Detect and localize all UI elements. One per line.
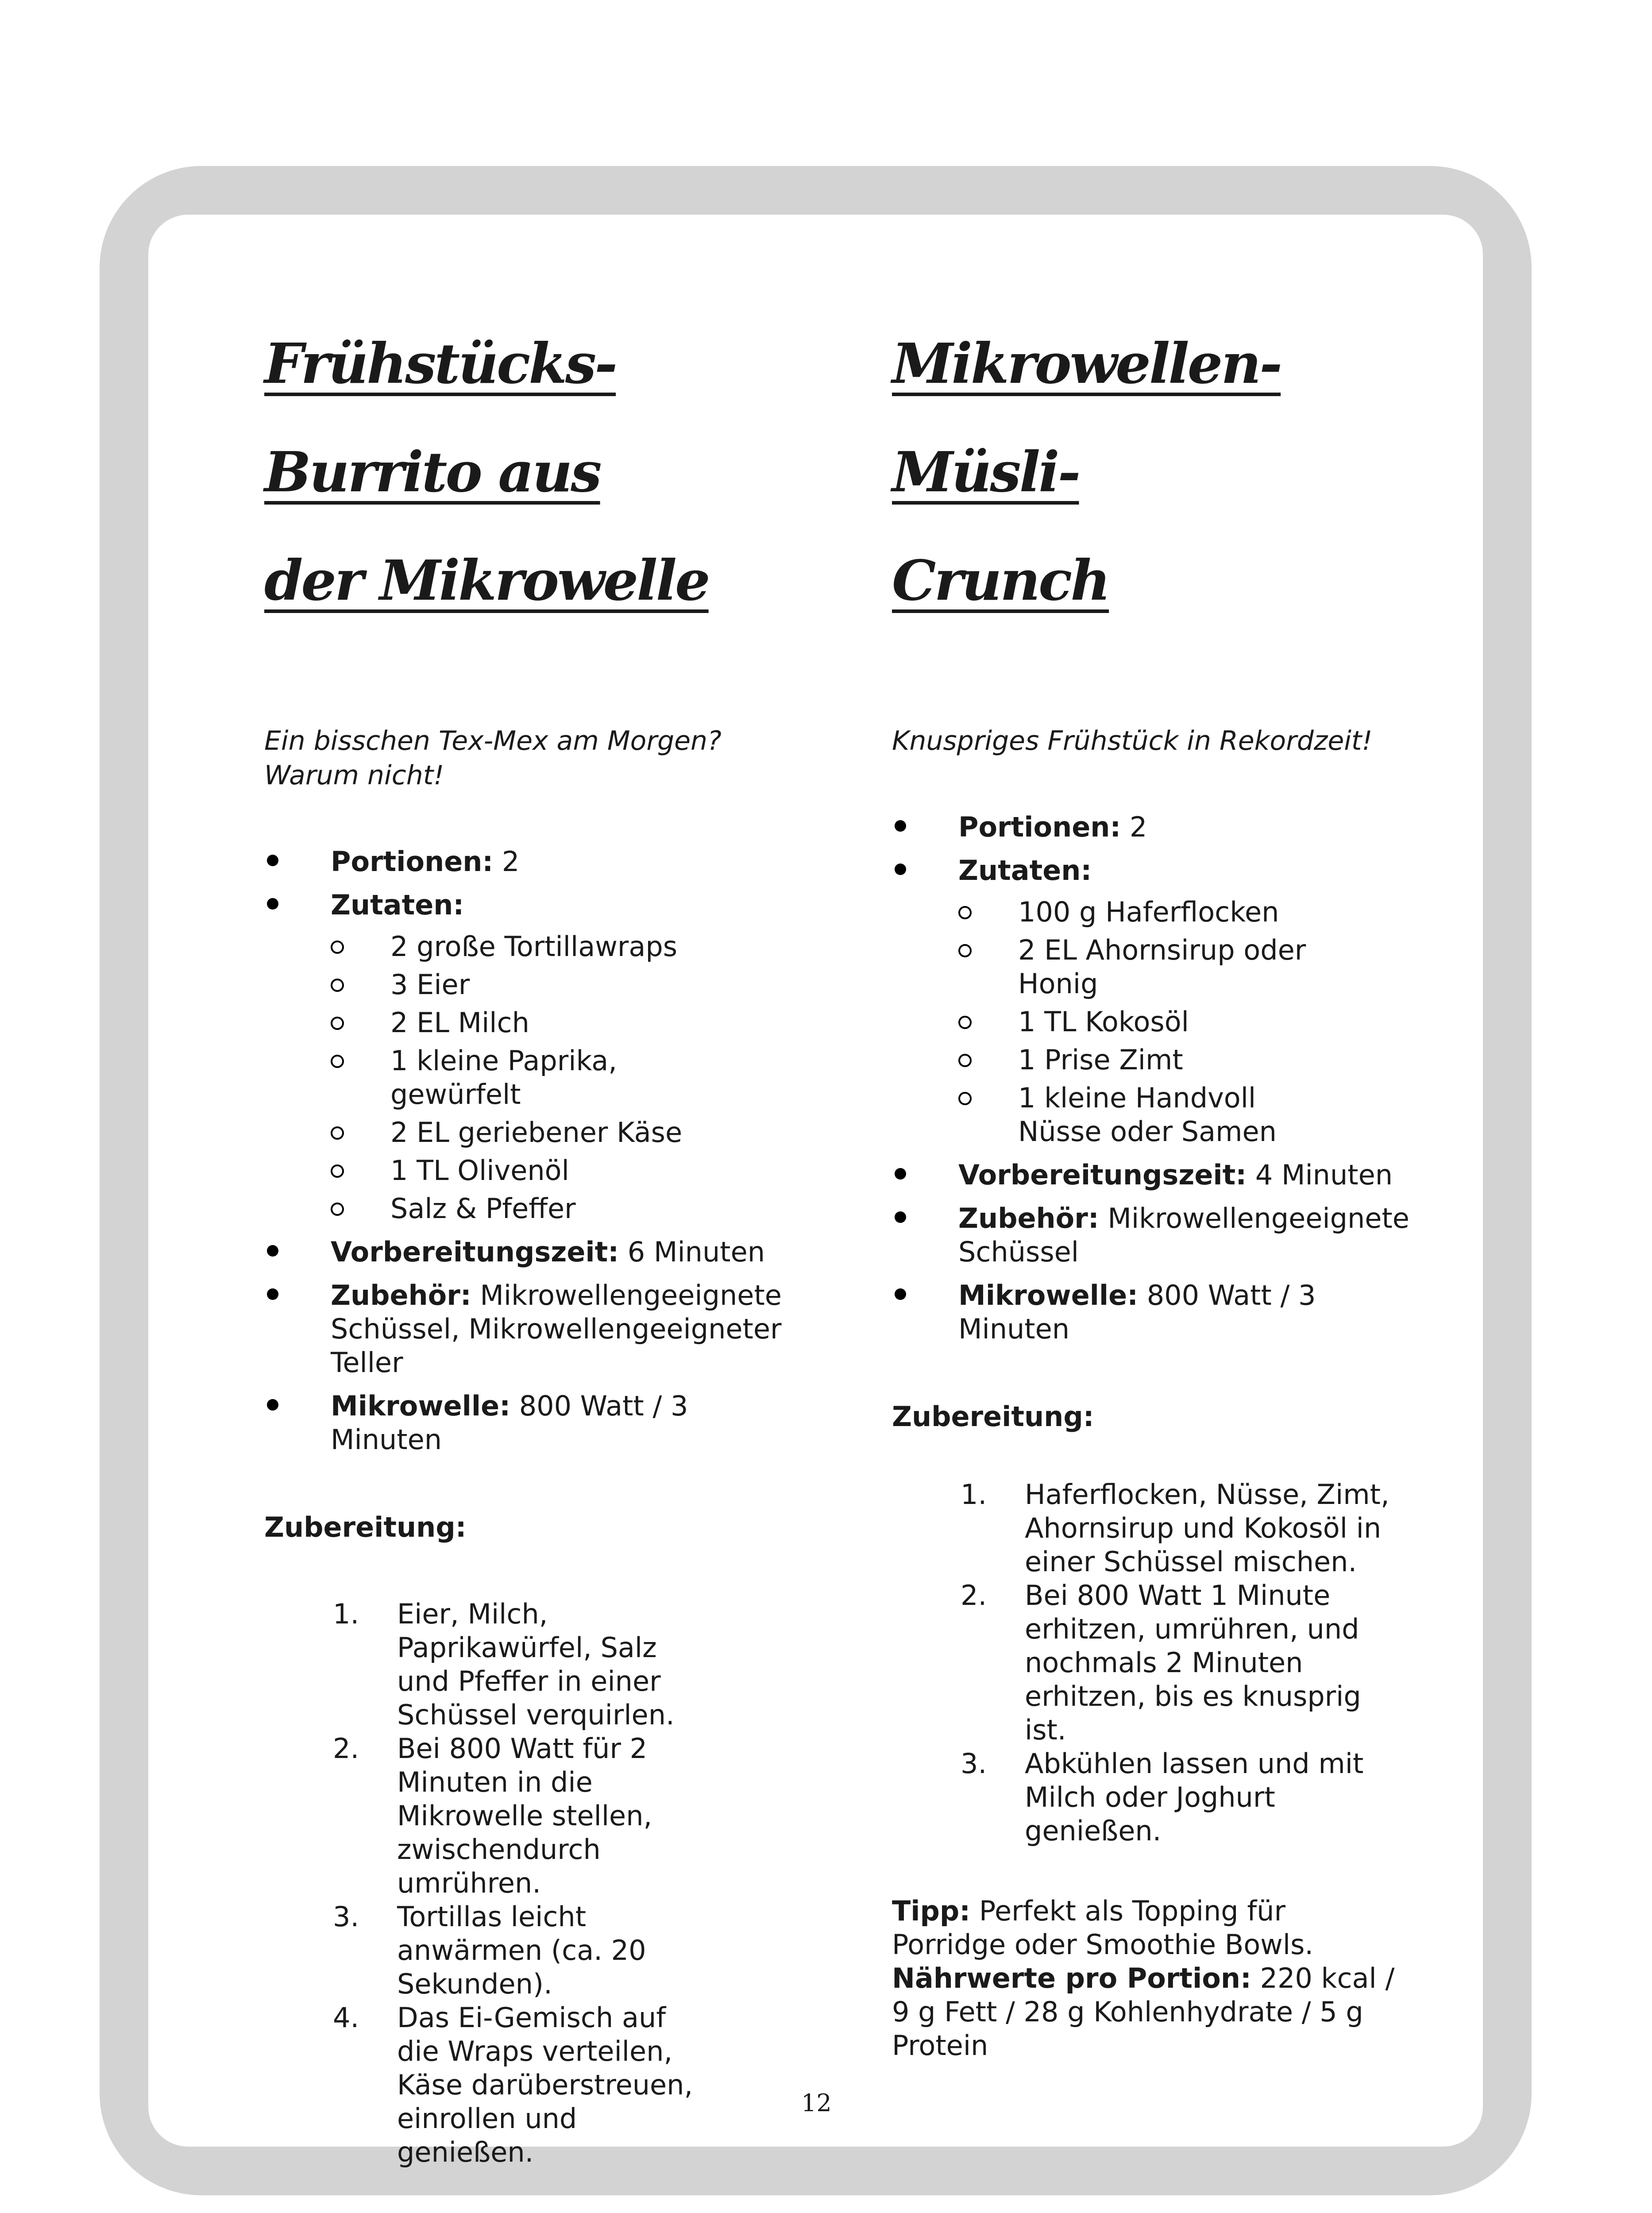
circle-bullet-icon xyxy=(331,1055,344,1068)
portions-label: Portionen: xyxy=(331,845,494,878)
bullet-icon xyxy=(895,1288,906,1300)
ingredients-list xyxy=(264,930,795,1226)
circle-bullet-icon xyxy=(331,1126,344,1140)
step-text: Haferflocken, Nüsse, Zimt, Ahornsirup und Kokosöl in einer Schüssel mischen. xyxy=(1025,1478,1390,1578)
recipe-title xyxy=(892,310,1423,635)
prep-time-value: 4 Minuten xyxy=(1247,1159,1393,1191)
tip-text xyxy=(892,1894,1397,1962)
ingredient-text: 1 kleine Handvoll Nüsse oder Samen xyxy=(1018,1082,1277,1148)
step-item xyxy=(892,1747,1401,1848)
step-item xyxy=(264,1597,711,1732)
microwave-label: Mikrowelle: xyxy=(958,1279,1139,1311)
microwave-value: 800 Watt / 3 Minuten xyxy=(958,1279,1316,1345)
recipe-muesli xyxy=(892,310,1423,2063)
microwave-label: Mikrowelle: xyxy=(331,1390,511,1422)
prep-time-item xyxy=(892,1158,1423,1192)
ingredients-item xyxy=(892,854,1423,1149)
ingredient-item xyxy=(892,933,1319,1001)
ingredient-text: 2 EL Milch xyxy=(390,1006,529,1039)
recipe-meta-list xyxy=(264,845,795,1457)
step-text: Tortillas leicht anwärmen (ca. 20 Sekunden). xyxy=(397,1901,646,2000)
bullet-icon xyxy=(267,855,278,866)
circle-bullet-icon xyxy=(331,1017,344,1030)
equipment-item xyxy=(892,1202,1423,1269)
ingredient-text: 1 kleine Paprika, gewürfelt xyxy=(390,1045,617,1110)
ingredient-text: 2 große Tortillawraps xyxy=(390,930,678,963)
subtitle-line-2: Warum nicht! xyxy=(264,760,444,791)
bullet-icon xyxy=(267,898,278,910)
prep-time-item xyxy=(264,1235,795,1269)
step-number: 1. xyxy=(333,1598,359,1630)
ingredient-text: 1 TL Kokosöl xyxy=(1018,1006,1189,1038)
preparation-heading: Zubereitung: xyxy=(264,1511,467,1543)
ingredient-text: 3 Eier xyxy=(390,968,470,1001)
bullet-icon xyxy=(267,1399,278,1411)
ingredient-text: 2 EL Ahornsirup oder Honig xyxy=(1018,934,1306,1000)
prep-time-label: Vorbereitungszeit: xyxy=(331,1236,619,1268)
title-line-2: Crunch xyxy=(892,548,1109,613)
step-number: 3. xyxy=(333,1901,359,1933)
circle-bullet-icon xyxy=(958,944,972,957)
subtitle-line-1: Ein bisschen Tex-Mex am Morgen? xyxy=(264,725,722,756)
circle-bullet-icon xyxy=(331,979,344,992)
microwave-item xyxy=(264,1389,795,1457)
circle-bullet-icon xyxy=(331,1164,344,1178)
title-line-1: Frühstücks-Burrito aus xyxy=(264,332,616,505)
ingredient-item xyxy=(264,1192,795,1226)
ingredient-item xyxy=(264,1044,656,1111)
ingredient-text: 100 g Haferflocken xyxy=(1018,896,1279,928)
equipment-value: Mikrowellengeeignete Schüssel xyxy=(958,1202,1409,1268)
microwave-value: 800 Watt / 3 Minuten xyxy=(331,1390,688,1456)
bullet-icon xyxy=(895,820,906,832)
step-item xyxy=(892,1579,1401,1747)
step-number: 1. xyxy=(961,1478,987,1511)
portions-value: 2 xyxy=(493,845,520,878)
circle-bullet-icon xyxy=(958,1054,972,1067)
ingredient-item xyxy=(892,895,1423,929)
nutrition-value: 220 kcal / 9 g Fett / 28 g Kohlenhydrate / 5 g Protein xyxy=(892,1962,1395,2062)
title-line-1: Mikrowellen-Müsli- xyxy=(892,332,1281,505)
portions-value: 2 xyxy=(1121,811,1147,843)
ingredients-label: Zutaten: xyxy=(331,889,464,921)
step-text: Bei 800 Watt für 2 Minuten in die Mikrowelle stellen, zwischendurch umrühren. xyxy=(397,1732,652,1899)
bullet-icon xyxy=(267,1288,278,1300)
ingredient-item xyxy=(264,1154,795,1187)
ingredient-text: 1 TL Olivenöl xyxy=(390,1154,569,1187)
ingredients-list xyxy=(892,895,1423,1149)
nutrition-label: Nährwerte pro Portion: xyxy=(892,1962,1251,1994)
step-item xyxy=(264,1732,711,1900)
equipment-label: Zubehör: xyxy=(331,1279,471,1311)
ingredient-item xyxy=(264,968,795,1002)
bullet-icon xyxy=(895,1168,906,1180)
step-number: 3. xyxy=(961,1747,987,1780)
ingredient-text: 2 EL geriebener Käse xyxy=(390,1116,683,1149)
page-frame xyxy=(100,166,1532,2195)
recipe-title xyxy=(264,310,795,635)
bullet-icon xyxy=(895,864,906,875)
equipment-item xyxy=(264,1279,795,1380)
bullet-icon xyxy=(267,1245,278,1257)
recipe-burrito xyxy=(264,310,795,2213)
ingredient-item xyxy=(264,1006,795,1040)
equipment-label: Zubehör: xyxy=(958,1202,1099,1234)
circle-bullet-icon xyxy=(958,1016,972,1029)
preparation-heading: Zubereitung: xyxy=(892,1400,1094,1433)
ingredients-label: Zutaten: xyxy=(958,854,1092,887)
microwave-item xyxy=(892,1279,1423,1346)
circle-bullet-icon xyxy=(331,941,344,954)
step-text: Das Ei-Gemisch auf die Wraps verteilen, Käse darüberstreuen, einrollen und genießen. xyxy=(397,2001,693,2168)
ingredient-item xyxy=(264,930,795,964)
preparation-steps xyxy=(892,1478,1401,1848)
portions-label: Portionen: xyxy=(958,811,1121,843)
page-number: 12 xyxy=(801,2089,832,2117)
step-text: Eier, Milch, Paprikawürfel, Salz und Pfeffer in einer Schüssel verquirlen. xyxy=(397,1598,675,1731)
ingredient-item xyxy=(892,1043,1423,1077)
recipe-meta-list xyxy=(892,810,1423,1346)
tip-value: Perfekt als Topping für Porridge oder Smoothie Bowls. xyxy=(892,1895,1314,1961)
recipe-subtitle xyxy=(264,724,795,793)
ingredient-text: Salz & Pfeffer xyxy=(390,1192,576,1225)
ingredient-item xyxy=(892,1081,1319,1149)
step-number: 2. xyxy=(961,1579,987,1612)
tip-label: Tipp: xyxy=(892,1895,971,1927)
recipe-subtitle: Knuspriges Frühstück in Rekordzeit! xyxy=(892,725,1373,756)
title-line-2: der Mikrowelle xyxy=(264,548,709,613)
ingredients-item xyxy=(264,888,795,1226)
nutrition-text xyxy=(892,1962,1397,2063)
step-number: 2. xyxy=(333,1732,359,1765)
equipment-value: Mikrowellengeeignete Schüssel, Mikrowellengeeigneter Teller xyxy=(331,1279,782,1379)
ingredient-text: 1 Prise Zimt xyxy=(1018,1044,1183,1076)
prep-time-label: Vorbereitungszeit: xyxy=(958,1159,1247,1191)
step-item xyxy=(264,1900,711,2001)
preparation-steps xyxy=(264,1597,711,2169)
step-text: Bei 800 Watt 1 Minute erhitzen, umrühren, und nochmals 2 Minuten erhitzen, bis es knusprig ist. xyxy=(1025,1579,1361,1746)
step-text: Abkühlen lassen und mit Milch oder Joghurt genießen. xyxy=(1025,1747,1364,1847)
portions-item xyxy=(892,810,1423,844)
bullet-icon xyxy=(895,1211,906,1223)
prep-time-value: 6 Minuten xyxy=(619,1236,765,1268)
circle-bullet-icon xyxy=(958,1092,972,1105)
circle-bullet-icon xyxy=(958,906,972,919)
step-item xyxy=(892,1478,1401,1579)
ingredient-item xyxy=(892,1005,1423,1039)
circle-bullet-icon xyxy=(331,1203,344,1216)
page-content-area xyxy=(148,215,1483,2168)
step-number: 4. xyxy=(333,2001,359,2034)
portions-item xyxy=(264,845,795,879)
ingredient-item xyxy=(264,1116,795,1149)
step-item xyxy=(264,2001,711,2169)
